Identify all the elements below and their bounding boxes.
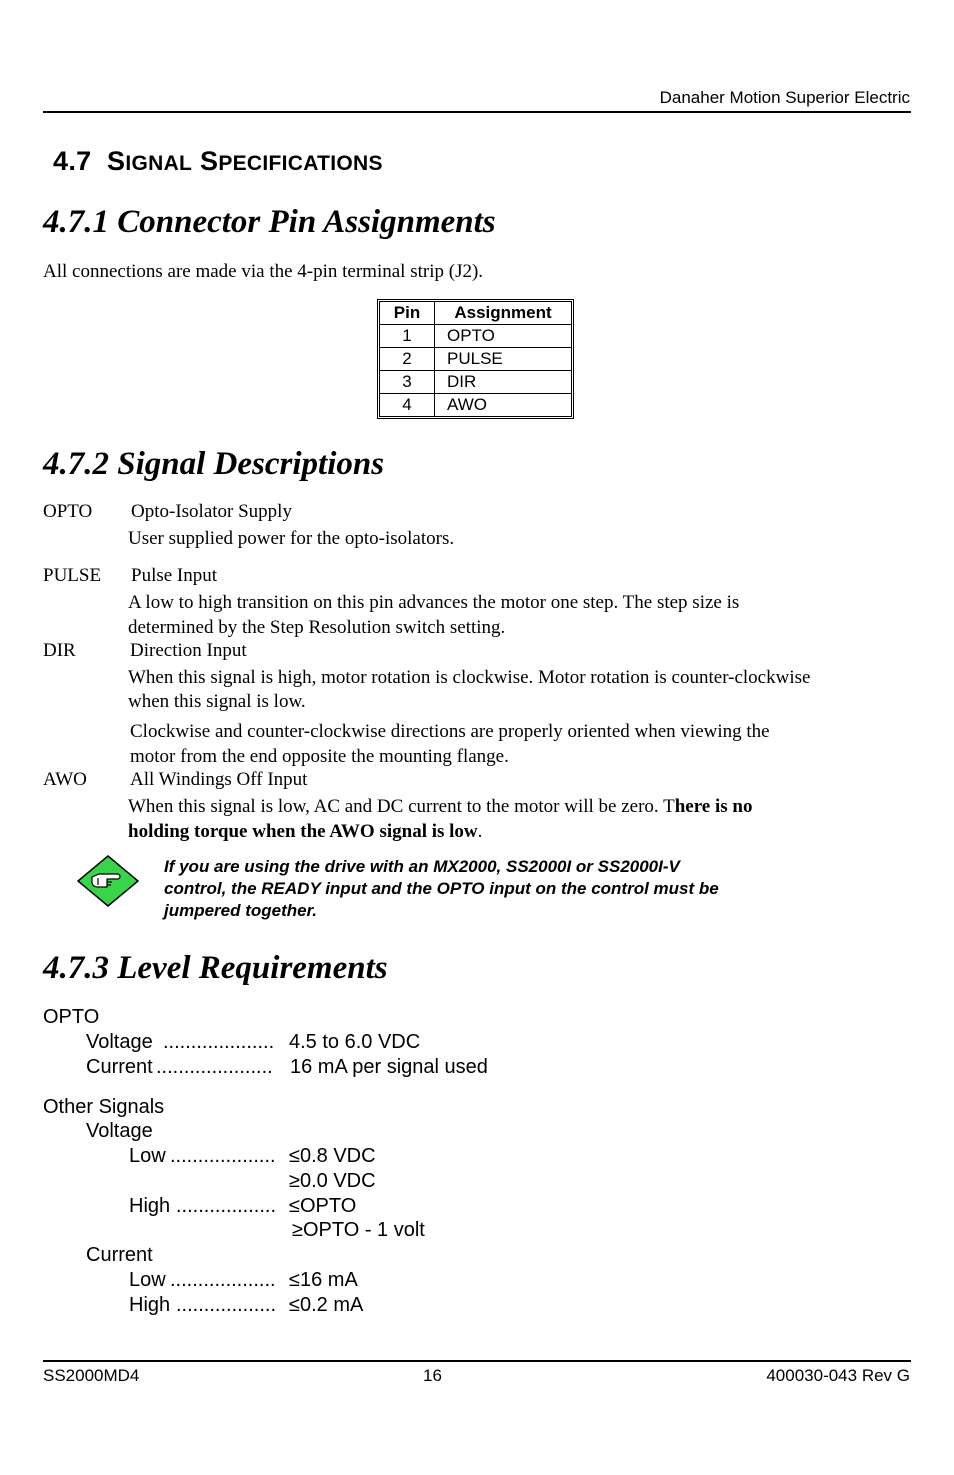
pin-intro-text: All connections are made via the 4-pin terminal strip (J2). (43, 261, 484, 282)
footer-rule (43, 1360, 911, 1362)
note-line: control, the READY input and the OPTO input on the control must be (164, 879, 719, 898)
voltage-low-min: ≥0.0 VDC (289, 1170, 376, 1192)
pin-cell: 2 (380, 348, 435, 371)
signal-term-pulse: PULSE (43, 565, 102, 586)
page-number: 16 (423, 1366, 442, 1385)
table-row (380, 348, 572, 371)
signal-desc-pulse-line2: determined by the Step Resolution switch setting. (128, 617, 506, 638)
level-other-signals-label: Other Signals (43, 1096, 165, 1118)
assignment-cell: OPTO (435, 325, 572, 348)
assignment-cell: DIR (435, 371, 572, 394)
assignment-cell: PULSE (435, 348, 572, 371)
voltage-low-max: ≤0.8 VDC (289, 1145, 376, 1167)
voltage-high-label: High (129, 1195, 171, 1217)
voltage-low-label: Low (129, 1145, 166, 1167)
opto-current-leader: ..................... (156, 1056, 273, 1078)
section-number: 4.7 (53, 146, 92, 176)
footer-revision: 400030-043 Rev G (766, 1366, 910, 1385)
signal-term-dir: DIR (43, 640, 76, 661)
other-current-label: Current (86, 1244, 153, 1266)
other-voltage-label: Voltage (86, 1120, 153, 1142)
current-low-leader: ................... (170, 1269, 276, 1291)
pin-cell: 4 (380, 394, 435, 417)
note-line: If you are using the drive with an MX2000, SS2000I or SS2000I-V (164, 857, 680, 876)
voltage-high-min: ≥OPTO - 1 volt (292, 1219, 425, 1241)
column-header-assignment: Assignment (435, 302, 572, 325)
signal-desc-dir-line1: When this signal is high, motor rotation is clockwise. Motor rotation is counter-clockwise (128, 667, 811, 688)
column-header-pin: Pin (380, 302, 435, 325)
opto-voltage-leader: .................... (163, 1031, 275, 1053)
signal-title-dir: Direction Input (130, 640, 247, 661)
current-low-value: ≤16 mA (289, 1269, 358, 1291)
current-low-label: Low (129, 1269, 166, 1291)
level-opto-label: OPTO (43, 1006, 100, 1028)
table-row (380, 371, 572, 394)
opto-voltage-label: Voltage (86, 1031, 153, 1053)
table-header-row (380, 302, 572, 325)
table-row (380, 394, 572, 417)
signal-desc-pulse-line1: A low to high transition on this pin advances the motor one step. The step size is (128, 592, 740, 613)
signal-title-opto: Opto-Isolator Supply (131, 501, 292, 522)
pin-assignment-table (379, 301, 572, 417)
voltage-high-leader: .................. (176, 1195, 277, 1217)
footer-doc-name: SS2000MD4 (43, 1366, 140, 1385)
signal-desc-awo-line2: holding torque when the AWO signal is low. (128, 821, 483, 842)
note-line: jumpered together. (164, 901, 318, 920)
table-row (380, 325, 572, 348)
signal-desc-awo-line1: When this signal is low, AC and DC current to the motor will be zero. There is no (128, 796, 753, 817)
subsection-title-pin-assignments: 4.7.1 Connector Pin Assignments (43, 204, 496, 240)
section-title: 4.7 SIGNAL SPECIFICATIONS (53, 146, 383, 176)
signal-term-awo: AWO (43, 769, 87, 790)
signal-desc-dir-line3: Clockwise and counter-clockwise directions are properly oriented when viewing the (130, 721, 770, 742)
voltage-low-leader: ................... (170, 1145, 276, 1167)
signal-term-opto: OPTO (43, 501, 93, 522)
voltage-high-max: ≤OPTO (289, 1195, 357, 1217)
pin-cell: 3 (380, 371, 435, 394)
pointing-hand-icon (77, 855, 139, 907)
opto-current-label: Current (86, 1056, 153, 1078)
opto-current-value: 16 mA per signal used (290, 1056, 488, 1078)
signal-desc-dir-line2: when this signal is low. (128, 691, 306, 712)
header-rule (43, 111, 911, 113)
opto-voltage-value: 4.5 to 6.0 VDC (289, 1031, 421, 1053)
subsection-title-level-requirements: 4.7.3 Level Requirements (43, 950, 388, 986)
current-high-leader: .................. (176, 1294, 277, 1316)
signal-title-pulse: Pulse Input (131, 565, 218, 586)
pin-cell: 1 (380, 325, 435, 348)
signal-title-awo: All Windings Off Input (130, 769, 308, 790)
subsection-title-signal-descriptions: 4.7.2 Signal Descriptions (43, 446, 385, 482)
signal-desc-opto: User supplied power for the opto-isolators. (128, 528, 455, 549)
current-high-label: High (129, 1294, 171, 1316)
assignment-cell: AWO (435, 394, 572, 417)
current-high-value: ≤0.2 mA (289, 1294, 364, 1316)
signal-desc-dir-line4: motor from the end opposite the mounting flange. (130, 746, 509, 767)
running-header: Danaher Motion Superior Electric (659, 88, 910, 107)
note-text (164, 856, 824, 922)
